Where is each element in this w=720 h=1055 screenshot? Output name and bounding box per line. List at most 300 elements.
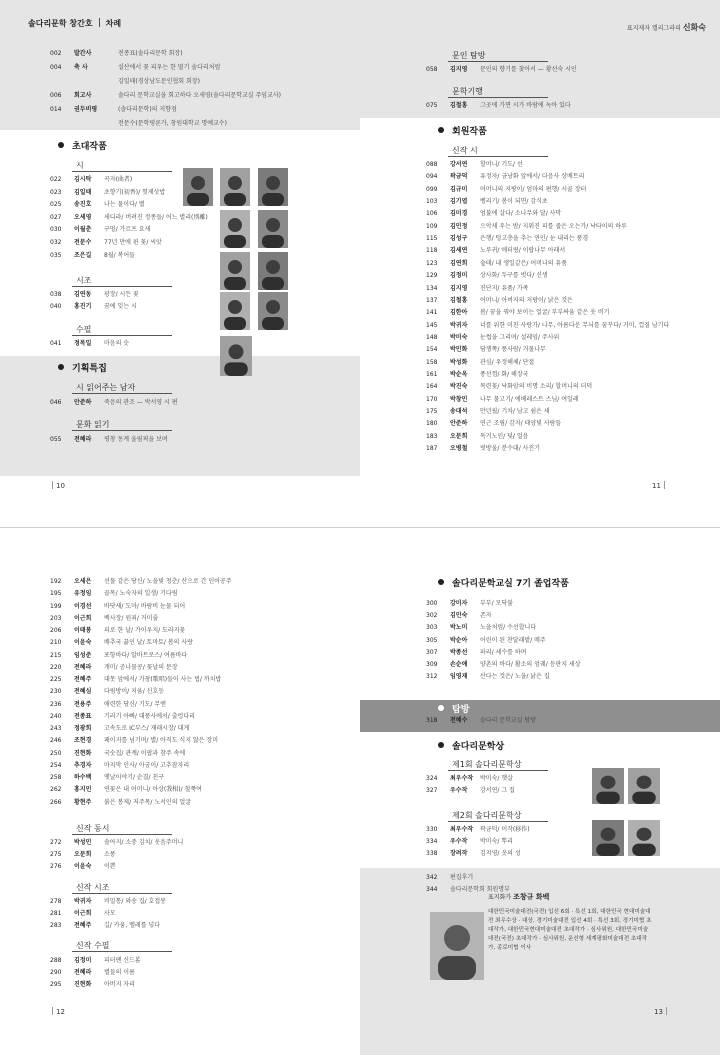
entry-title: 솔아지/ 소중 김치/ 웃음주머니 [104,839,184,846]
toc-entry [50,674,221,685]
entry-title: 풍선껌/ 화/ 해장국 [480,370,529,378]
entry-page: 305 [426,636,438,644]
winner-photo [628,768,660,804]
entry-title: 배추국 끓인 날/ 토마토/ 봄의 사랑 [104,639,193,647]
entry-title: 박미숙/ 뿌리 [480,838,513,845]
artist-credit: 표지화가 조창규 화백 [488,893,550,901]
entry-title: 이쁜 [104,863,116,870]
entry-author: 김철홍 [450,296,468,304]
entry-title: 솔다리 문학교실 탐방 [480,717,536,724]
entry-author: 김정미 [74,957,92,964]
entry-page: 240 [50,712,62,720]
entry-title: 옛날이야기/ 순결/ 친구 [104,774,165,781]
toc-entry [50,76,200,87]
entry-page: 109 [426,222,438,230]
entry-page: 243 [50,725,62,732]
culture-heading: 문화 읽기 [76,420,110,429]
entry-title: 애련한 당신/ 기도/ 무엔 [104,700,166,708]
entry-page: 002 [50,50,62,57]
entry-author: 김세연 [450,247,468,255]
winner-photo [628,820,660,856]
toc-entry [426,171,584,182]
entry-author: 김규미 [450,185,468,193]
special-heading: 기획특집 [58,361,107,374]
entry-title: 골목/ 노숙자의 일생/ 기다림 [104,590,178,598]
entry-page: 254 [50,761,62,769]
page-11 [360,0,720,527]
author-photo [220,336,252,376]
book-heading: 문인 탐방 [452,51,486,60]
toc-entry [50,784,202,795]
toc-entry [426,773,513,784]
entry-author: 임성준 [74,651,92,659]
toc-entry [50,289,139,300]
toc-entry [426,320,669,331]
entry-author: 축 사 [74,64,88,71]
entry-page: 230 [50,688,62,696]
entry-author: 김지영 [450,284,468,292]
entry-author: 전용주 [74,700,92,708]
toc-entry [426,357,534,368]
entry-title: 새디라/ 버려진 정종들/ 어느 별리(別離) [104,213,208,221]
entry-page: 330 [426,826,438,833]
entry-title: 붉은 봉제/ 저주목/ 노서인의 얼굴 [104,798,192,806]
toc-entry [50,637,193,648]
entry-page: 118 [426,247,438,255]
entry-author: 정목일 [74,340,92,347]
entry-title: (솔다리문학)의 지향점 [118,106,177,113]
entry-title: 마음의 숫 [104,340,130,347]
entry-author: 황현주 [74,798,92,806]
entry-page: 281 [50,910,62,917]
entry-title: 평창 동계 올림픽을 보며 [104,436,168,443]
entry-author: 안준하 [450,420,468,428]
entry-page: 309 [426,661,438,668]
toc-entry [50,90,281,101]
entry-author: 박진숙 [450,383,468,391]
entry-page: 334 [426,838,438,845]
entry-title: 곡자(曲者) [104,176,133,183]
entry-author: 김지영 [450,66,468,73]
page-13 [360,528,720,1055]
entry-author: 김정미 [450,272,468,280]
entry-page: 035 [50,251,62,259]
page-number: 11 [652,481,665,490]
entry-author: 전혜라 [74,663,92,671]
entry-author: 조현경 [74,737,92,745]
toc-entry [426,332,559,343]
award-heading: 솔다리문학상 [438,739,504,752]
entry-author: 최우수작 [450,826,474,833]
entry-page: 187 [426,445,438,453]
toc-entry [426,64,577,75]
entry-page: 203 [50,614,62,622]
toc-entry [426,369,528,380]
toc-entry [426,443,540,454]
entry-author: 전혜주 [74,676,92,683]
entry-page: 266 [50,798,62,806]
entry-title: 김일태(경상남도문인협회 회장) [118,78,200,85]
award1-heading: 제1회 솔다리문학상 [452,760,522,769]
entry-page: 307 [426,648,438,656]
entry-title: 할머니/ 기도/ 선 [480,161,523,168]
entry-page: 164 [426,383,438,391]
entry-title: 파리/ 세수를 하며 [480,648,527,656]
toc-entry [426,283,528,294]
toc-entry [50,861,116,872]
entry-page: 195 [50,590,62,598]
entry-author: 오문희 [74,851,92,858]
travel-heading: 문학기행 [452,87,483,96]
bio-line: 대작가, 대한민국현대미술대전 초대작가 · 심사위원, 대한민국미술 [488,927,649,933]
entry-author: 박성민 [74,839,92,846]
entry-page: 225 [50,676,62,683]
winner-photo [592,820,624,856]
toc-entry [426,635,546,646]
toc-entry [426,295,573,306]
entry-title: 바닷새/ 도마/ 바람비 눈물 되어 [104,602,186,610]
entry-author: 박종선 [450,648,468,656]
toc-entry [50,686,164,697]
entry-title: 포항바다/ 알바트로스/ 여름바다 [104,651,188,659]
bio-line: 전 최우수상 · 대상, 경기미술대전 입선 4회 · 특선 3회, 경기미협 초 [488,918,652,924]
toc-entry [50,118,227,129]
entry-author: 홍진기 [74,303,92,310]
entry-author: 이경선 [74,602,92,610]
entry-title: 솔다리 문학교실을 회고하다 오세영(솔다리문학교실 주임교사) [118,92,282,99]
toc-entry [426,785,515,796]
entry-title: 봄/ 꿈을 꿔야 보이는 얼굴/ 부부싸움 같은 웃 비기 [480,309,610,317]
magazine-title: 솔다리문학 창간호 [28,19,93,28]
entry-author: 김기엽 [450,198,468,206]
entry-page: 106 [426,210,438,218]
entry-title: 소풍 [104,851,116,858]
toc-entry [426,100,571,111]
entry-author: 김미경 [450,210,468,218]
entry-author: 김시탁 [74,176,92,183]
entry-author: 김민숙 [450,612,468,620]
entry-title: 편집후기 [450,874,474,881]
entry-page: 170 [426,395,438,403]
entry-author: 안준하 [74,399,92,406]
entry-title: 개미/ 공나물콩/ 꽃날의 문장 [104,663,178,671]
entry-title: 국숫집/ 관계/ 이팝과 참주 속에 [104,749,186,757]
toc-entry [50,979,135,990]
toc-entry [426,824,530,835]
entry-title: 별들의 이름 [104,969,135,976]
author-photo [258,252,288,290]
entry-page: 290 [50,969,62,976]
entry-page: 014 [50,106,62,113]
page-header [28,18,121,29]
entry-author: 박미숙 [450,333,468,341]
entry-title: 연근 조림/ 감자/ 태양빛 사람들 [480,420,562,428]
author-photo [258,210,288,248]
toc-entry [50,908,116,919]
toc-entry [426,610,492,621]
toc-entry [50,625,185,636]
entry-author: 박귀자 [74,898,92,905]
toc-entry [50,187,165,198]
entry-author: 송진호 [74,201,92,209]
toc-entry [50,896,166,907]
entry-page: 046 [50,399,62,406]
page-number: 12 [52,1007,65,1016]
toc-entry [50,613,158,624]
entry-title: 전문수(문학평론가, 창원대학교 명예교수) [118,120,227,127]
entry-title: 길/ 카움, 밸레를 넣다 [104,922,161,929]
entry-author: 이태봉 [74,627,92,634]
entry-page: 129 [426,272,438,280]
entry-title: 엄불에 살다/ 소나무와 달/ 사막 [480,210,562,218]
toc-entry [50,48,183,59]
toc-entry [50,735,218,746]
entry-page: 220 [50,663,62,671]
toc-entry [50,199,145,210]
entry-title: 강서연/ 그 집 [480,787,515,794]
entry-title: 사모 [104,910,116,917]
entry-author: 장려작 [450,850,468,857]
entry-title: 진단지/ 유품/ 가족 [480,284,529,292]
entry-author: 전혜수 [450,717,468,724]
entry-author: 강미자 [450,600,468,607]
entry-page: 161 [426,370,438,378]
entry-author: 박귀자 [450,321,468,329]
entry-page: 023 [50,188,62,196]
page-number: 10 [52,481,65,490]
toc-entry [426,715,536,726]
toc-entry [50,748,185,759]
entry-author: 손순애 [450,661,468,668]
toc-entry [50,397,178,408]
entry-page: 134 [426,284,438,292]
entry-title: 구멍/ 가르프 요새 [104,226,151,234]
toc-entry [50,576,232,587]
entry-page: 275 [50,851,62,858]
entry-title: 은행/ 텅고층을 추는 연인/ 눈 내리는 풍경 [480,235,589,243]
entry-page: 342 [426,874,438,881]
entry-page: 327 [426,787,438,794]
entry-title: 존자 [480,612,492,620]
winner-photo [592,768,624,804]
entry-author: 김연동 [74,291,92,298]
entry-page: 058 [426,66,438,73]
entry-author: 강서연 [450,161,468,168]
entry-page: 278 [50,898,62,905]
toc-entry [50,699,166,710]
entry-author: 김한아 [450,309,468,317]
toc-entry [50,723,189,734]
toc-entry [426,184,586,195]
entry-title: 연꽃은 내 어머니/ 아상(我相)/ 철쭉여 [104,786,202,794]
entry-author: 발간사 [74,50,92,57]
entry-title: 광장/ 시든 꽃 [104,291,139,298]
entry-title: 담쟁쪽/ 풍사람/ 거물나무 [480,346,546,354]
toc-entry [426,622,536,633]
entry-title: 고속도로 IC부스/ 재래시장/ 대게 [104,725,190,732]
entry-page: 250 [50,749,62,757]
entry-title: 만년필/ 기차/ 남고 쉼은 새 [480,408,550,415]
entry-page: 030 [50,226,62,234]
entry-page: 215 [50,651,62,659]
entry-title: 문인의 향기를 찾아서 — 황선숙 시인 [480,66,577,73]
entry-author: 이근희 [74,910,92,917]
entry-title: 빗방울/ 분수대/ 사진기 [480,445,541,453]
toc-entry [50,955,141,966]
entry-page: 038 [50,291,62,298]
toc-entry [50,711,195,722]
page-12 [0,528,360,1055]
toc-entry [50,588,178,599]
entry-author: 우수작 [450,838,468,845]
entry-page: 283 [50,922,62,929]
entry-page: 099 [426,185,438,193]
entry-author: 곽금덕 [450,173,468,181]
award2-heading: 제2회 솔다리문학상 [452,811,522,820]
toc-entry [50,760,189,771]
toc-entry [426,307,609,318]
entry-title: 솔다리문학회 회원명부 [450,886,510,893]
toc-entry [50,837,183,848]
toc-entry [50,967,135,978]
entry-author: 유정임 [74,590,92,598]
entry-title: 눈썹을 그리며/ 설레임/ 주사위 [480,333,560,341]
entry-title: 부부/ 모닥불 [480,600,513,607]
toc-entry [426,245,565,256]
entry-page: 055 [50,436,62,443]
entry-page: 183 [426,432,438,440]
toc-entry [50,212,208,223]
entry-author: 우수작 [450,787,468,794]
entry-page: 288 [50,957,62,964]
entry-title: 설산에서 꽃 피우는 한 떨기 솔다리처럼 [118,64,221,71]
entry-page: 004 [50,64,62,71]
toc-entry [50,601,185,612]
entry-author: 조은길 [74,251,92,259]
poetry-heading: 시 [76,161,84,170]
entry-title: 양촌의 바다/ 활소의 엄궤/ 등판지 세상 [480,661,581,668]
toc-entry [50,62,220,73]
author-photo [220,292,250,330]
toc-entry [50,920,160,931]
newfic-heading: 신작 동시 [76,824,110,833]
toc-entry [50,174,132,185]
entry-author: 오세영 [74,213,92,221]
visit-band [360,700,720,732]
entry-page: 006 [50,92,62,99]
newsijo-heading: 신작 시조 [76,883,110,892]
entry-page: 312 [426,673,438,681]
author-photo [258,292,288,330]
toc-entry [426,208,561,219]
entry-author: 오병철 [450,445,468,453]
entry-page: 040 [50,303,62,310]
toc-entry [50,849,116,860]
toc-entry [50,650,187,661]
entry-page: 276 [50,863,62,870]
entry-page: 025 [50,201,62,209]
toc-entry [426,221,627,232]
entry-title: 독거노인/ 덫/ 얼음 [480,432,529,440]
entry-author: 권두비평 [74,106,98,113]
entry-title: 마지막 인사/ 아궁이/ 고추잠자리 [104,761,190,769]
entry-author: 박순아 [450,636,468,644]
entry-page: 103 [426,198,438,206]
toc-entry [50,662,178,673]
entry-page: 141 [426,309,438,317]
entry-title: 아버지 자리 [104,981,135,988]
toc-entry [50,338,129,349]
entry-author: 진현화 [74,981,92,988]
entry-title: 죽음의 관조 — 박서영 시 편 [104,399,178,406]
entry-page: 262 [50,786,62,794]
essay-heading: 수필 [76,325,92,334]
entry-author: 홍지민 [74,786,92,794]
entry-author: 박순옥 [450,370,468,378]
entry-author: 전문수 [74,239,92,246]
entry-title: 숲태/ 내 생일같은/ 어머니의 유품 [480,259,568,267]
entry-page: 180 [426,420,438,428]
entry-page: 199 [50,602,62,610]
entry-page: 137 [426,296,438,304]
toc-entry [50,772,164,783]
toc-entry [50,104,177,115]
toc-entry [426,394,579,405]
entry-author: 이윤숙 [74,639,92,647]
toc-entry [426,270,548,281]
entry-title: 산다는 것은/ 노을/ 낡은 집 [480,673,550,681]
entry-title: 비밀통/ 와송 집/ 호접몽 [104,898,166,905]
entry-page: 158 [426,358,438,366]
entry-author: 박성화 [450,358,468,366]
entry-page: 145 [426,321,438,329]
entry-author: 박민화 [450,346,468,354]
entry-page: 258 [50,774,62,781]
entry-title: 나무 물고기/ 에베레스트 스님/ 여일레 [480,395,579,403]
entry-title: 노루귀/ 애터링/ 이랍나무 아래서 [480,247,566,255]
entry-title: 8월/ 복어들 [104,251,135,259]
entry-page: 303 [426,624,438,632]
entry-title: 그곳에 가면 시가 바람에 녹아 있다 [480,102,571,109]
entry-title: 꿈에 잊는 시 [104,303,137,310]
entry-title: 김지영/ 옷의 성 [480,850,521,857]
toc-entry [426,406,550,417]
cover-calligraphy-credit: 표지제자 캘리그라피 신화숙 [626,23,706,32]
entry-title: 관심/ 우정해체/ 단절 [480,358,535,366]
toc-entry [426,671,550,682]
entry-page: 175 [426,408,438,415]
entry-author: 전혜주 [74,922,92,929]
entry-title: 상사화/ 두구를 벗다/ 신생 [480,272,548,280]
author-photo [220,210,250,248]
entry-page: 324 [426,775,438,782]
toc-entry [426,848,521,859]
entry-page: 041 [50,340,62,347]
toc-entry [50,224,150,235]
special-band [0,356,360,476]
entry-title: 벵리기/ 봄이 되면/ 감식초 [480,198,548,206]
entry-page: 272 [50,839,62,846]
entry-title: 나는 물이다/ 별 [104,201,145,209]
entry-title: 어린이 된 찬달래밭/ 메주 [480,636,546,644]
toc-entry [426,344,546,355]
entry-author: 전혜라 [74,436,92,443]
entry-title: 초향기(初香)/ 헛제삿밥 [104,188,166,196]
entry-author: 김성구 [450,235,468,243]
entry-page: 075 [426,102,438,109]
entry-author: 전혜라 [74,969,92,976]
man-heading: 시 읽어주는 남자 [76,383,136,392]
